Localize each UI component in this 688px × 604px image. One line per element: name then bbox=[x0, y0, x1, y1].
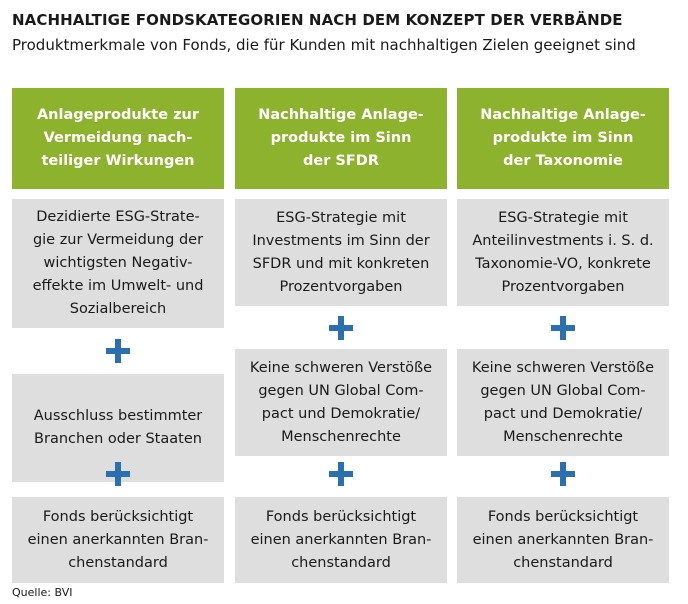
header-line: produkte im Sinn bbox=[492, 130, 634, 146]
criterion-box bbox=[235, 497, 447, 583]
header-line: Vermeidung nach- bbox=[43, 130, 193, 146]
box-line: Fonds berücksichtigt bbox=[42, 508, 194, 525]
box-line: pact und Demokratie/ bbox=[261, 405, 421, 422]
box-line: Branchen oder Staaten bbox=[34, 431, 202, 447]
box-line: Sozialbereich bbox=[69, 301, 167, 317]
box-line: einen anerkannten Bran- bbox=[250, 531, 432, 548]
header-line: der SFDR bbox=[303, 153, 379, 169]
criterion-box bbox=[12, 497, 224, 583]
box-line: Investments im Sinn der bbox=[252, 232, 430, 249]
box-line: Prozentvorgaben bbox=[279, 278, 403, 295]
source-note: Quelle: BVI bbox=[12, 586, 73, 599]
criterion-box bbox=[12, 199, 224, 328]
box-line: Dezidierte ESG-Strate- bbox=[36, 209, 200, 225]
box-line: Keine schweren Verstöße bbox=[471, 359, 655, 376]
box-line: gegen UN Global Com- bbox=[258, 382, 424, 399]
box-line: Taxonomie-VO, konkrete bbox=[475, 255, 651, 272]
criterion-box bbox=[457, 349, 669, 456]
header-line: produkte im Sinn bbox=[270, 130, 412, 146]
chart-title: NACHHALTIGE FONDSKATEGORIEN NACH DEM KONZEPT DER VERBÄNDE bbox=[12, 11, 623, 29]
criterion-box bbox=[457, 497, 669, 583]
criterion-box bbox=[457, 199, 669, 306]
column-header bbox=[457, 88, 669, 189]
header-line: teiliger Wirkungen bbox=[41, 153, 195, 169]
plus-icon bbox=[457, 313, 669, 343]
plus-icon bbox=[235, 459, 447, 489]
box-line: Fonds berücksichtigt bbox=[487, 508, 639, 525]
box-line: chenstandard bbox=[291, 554, 391, 571]
box-line: pact und Demokratie/ bbox=[483, 405, 643, 422]
plus-icon bbox=[12, 336, 224, 366]
box-line: Anteilinvestments i. S. d. bbox=[472, 232, 654, 249]
header-line: Nachhaltige Anlage- bbox=[258, 107, 424, 123]
plus-icon bbox=[12, 459, 224, 489]
box-line: Prozentvorgaben bbox=[501, 278, 625, 295]
box-line: Ausschluss bestimmter bbox=[33, 408, 203, 424]
chart-subtitle: Produktmerkmale von Fonds, die für Kunden mit nachhaltigen Zielen geeignet sind bbox=[12, 36, 636, 54]
box-line: wichtigsten Negativ- bbox=[43, 255, 193, 271]
plus-icon bbox=[235, 313, 447, 343]
box-line: Keine schweren Verstöße bbox=[249, 359, 433, 376]
box-line: gie zur Vermeidung der bbox=[32, 232, 204, 248]
box-line: Menschenrechte bbox=[281, 428, 401, 445]
box-line: gegen UN Global Com- bbox=[480, 382, 646, 399]
criterion-box bbox=[235, 199, 447, 306]
box-line: chenstandard bbox=[513, 554, 613, 571]
criterion-box bbox=[235, 349, 447, 456]
box-line: ESG-Strategie mit bbox=[276, 209, 406, 226]
box-line: effekte im Umwelt- und bbox=[32, 278, 204, 294]
box-line: SFDR und mit konkreten bbox=[252, 255, 430, 272]
plus-icon bbox=[457, 459, 669, 489]
box-line: chenstandard bbox=[68, 554, 168, 571]
column-header bbox=[235, 88, 447, 189]
box-line: Menschenrechte bbox=[503, 428, 623, 445]
column-header bbox=[12, 88, 224, 189]
box-line: einen anerkannten Bran- bbox=[27, 531, 209, 548]
header-line: der Taxonomie bbox=[503, 153, 623, 169]
header-line: Nachhaltige Anlage- bbox=[480, 107, 646, 123]
header-line: Anlageprodukte zur bbox=[36, 107, 200, 123]
box-line: einen anerkannten Bran- bbox=[472, 531, 654, 548]
box-line: ESG-Strategie mit bbox=[498, 209, 628, 226]
box-line: Fonds berücksichtigt bbox=[265, 508, 417, 525]
